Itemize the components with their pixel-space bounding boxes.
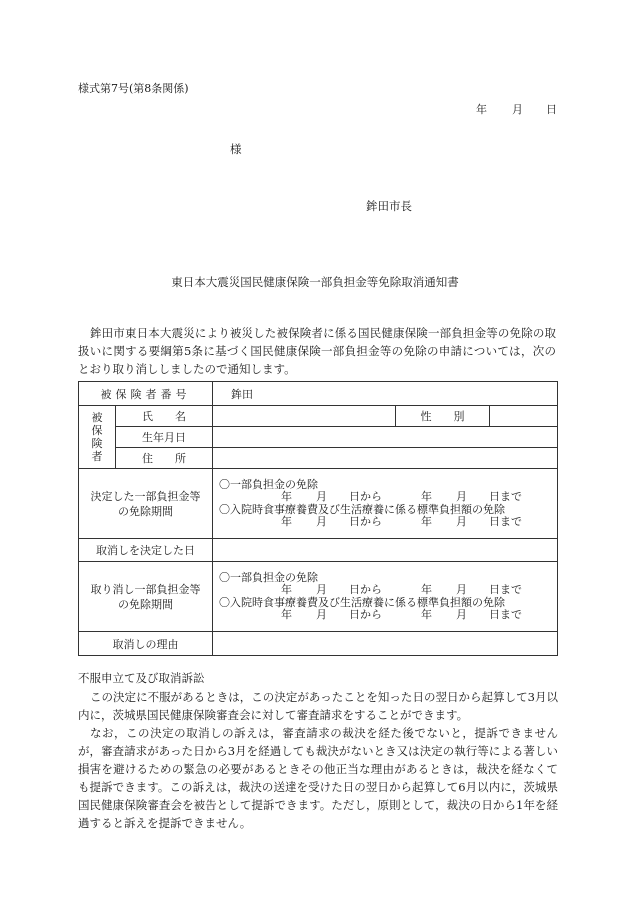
document-title: 東日本大震災国民健康保険一部負担金等免除取消通知書 — [171, 275, 459, 289]
date-day-label: 日 — [546, 103, 557, 116]
cancel-period-options — [213, 562, 558, 632]
appeal-paragraph-2: なお，この決定の取消しの訴えは，審査請求の裁決を経た後でないと，提訴できませんが，審査請求があった日から3月を経過しても裁決がないとき又は決定の執行等による著しい損害を避けるための緊急の必要があるときその他正当な理由があるときは，裁決を経なくても提訴できます。この訴えは，裁決の送達を受けた日の翌日から起算して6月以内に，茨城県国民健康保険審査会を被告として提訴できます。ただし，原則として，裁決の日から1年を経過すると訴えを提訴できません。 — [78, 726, 558, 830]
decided-period-copay: 年 月 日から 年 月 日まで — [281, 490, 522, 503]
cancel-date-value — [213, 539, 558, 562]
reason-value — [213, 632, 558, 656]
decided-option-meal: 〇入院時食事療養費及び生活療養に係る標準負担額の免除 — [219, 502, 505, 516]
address-value — [213, 448, 558, 469]
address-label: 住 所 — [116, 448, 213, 469]
sex-value — [490, 406, 558, 427]
form-number-label: 様式第7号(第8条関係) — [78, 82, 189, 95]
insured-number-prefix: 鉾田 — [231, 387, 253, 401]
decided-period-meal: 年 月 日から 年 月 日まで — [281, 515, 522, 528]
appeal-text — [78, 688, 558, 832]
cancel-period-label: 取り消し一部負担金等の免除期間 — [79, 562, 213, 632]
cancel-date-label: 取消しを決定した日 — [79, 539, 213, 562]
intro-paragraph: 鉾田市東日本大震災により被災した被保険者に係る国民健康保険一部負担金等の免除の取扱いに関する要綱第5条に基づく国民健康保険一部負担金等の免除の申請については，次のとおり取り消ししましたので通知します。 — [78, 326, 556, 376]
birth-date-label: 生年月日 — [116, 427, 213, 448]
reason-label: 取消しの理由 — [79, 632, 213, 656]
insured-number-cell — [213, 382, 558, 406]
cancellation-table — [78, 381, 558, 656]
insured-group-label: 被保険者 — [79, 406, 116, 469]
name-label: 氏 名 — [116, 406, 213, 427]
intro-text — [78, 324, 556, 378]
addressee-suffix: 様 — [230, 142, 242, 156]
decided-period-options — [213, 469, 558, 539]
sex-label: 性 別 — [396, 406, 490, 427]
decided-period-label: 決定した一部負担金等の免除期間 — [79, 469, 213, 539]
name-value — [213, 406, 396, 427]
decided-option-copay: 〇一部負担金の免除 — [219, 477, 318, 491]
cancel-option-copay: 〇一部負担金の免除 — [219, 570, 318, 584]
date-month-label: 月 — [512, 103, 523, 116]
cancel-period-meal: 年 月 日から 年 月 日まで — [281, 608, 522, 621]
cancel-option-meal: 〇入院時食事療養費及び生活療養に係る標準負担額の免除 — [219, 595, 505, 609]
birth-date-value — [213, 427, 558, 448]
date-year-label: 年 — [476, 103, 487, 116]
appeal-paragraph-1: この決定に不服があるときは，この決定があったことを知った日の翌日から起算して3月以内に，茨城県国民健康保険審査会に対して審査請求をすることができます。 — [78, 690, 558, 722]
issuer-name: 鉾田市長 — [366, 199, 412, 213]
insured-number-label: 被保険者番号 — [79, 382, 213, 406]
cancel-period-copay: 年 月 日から 年 月 日まで — [281, 583, 522, 596]
appeal-heading: 不服申立て及び取消訴訟 — [78, 671, 205, 685]
